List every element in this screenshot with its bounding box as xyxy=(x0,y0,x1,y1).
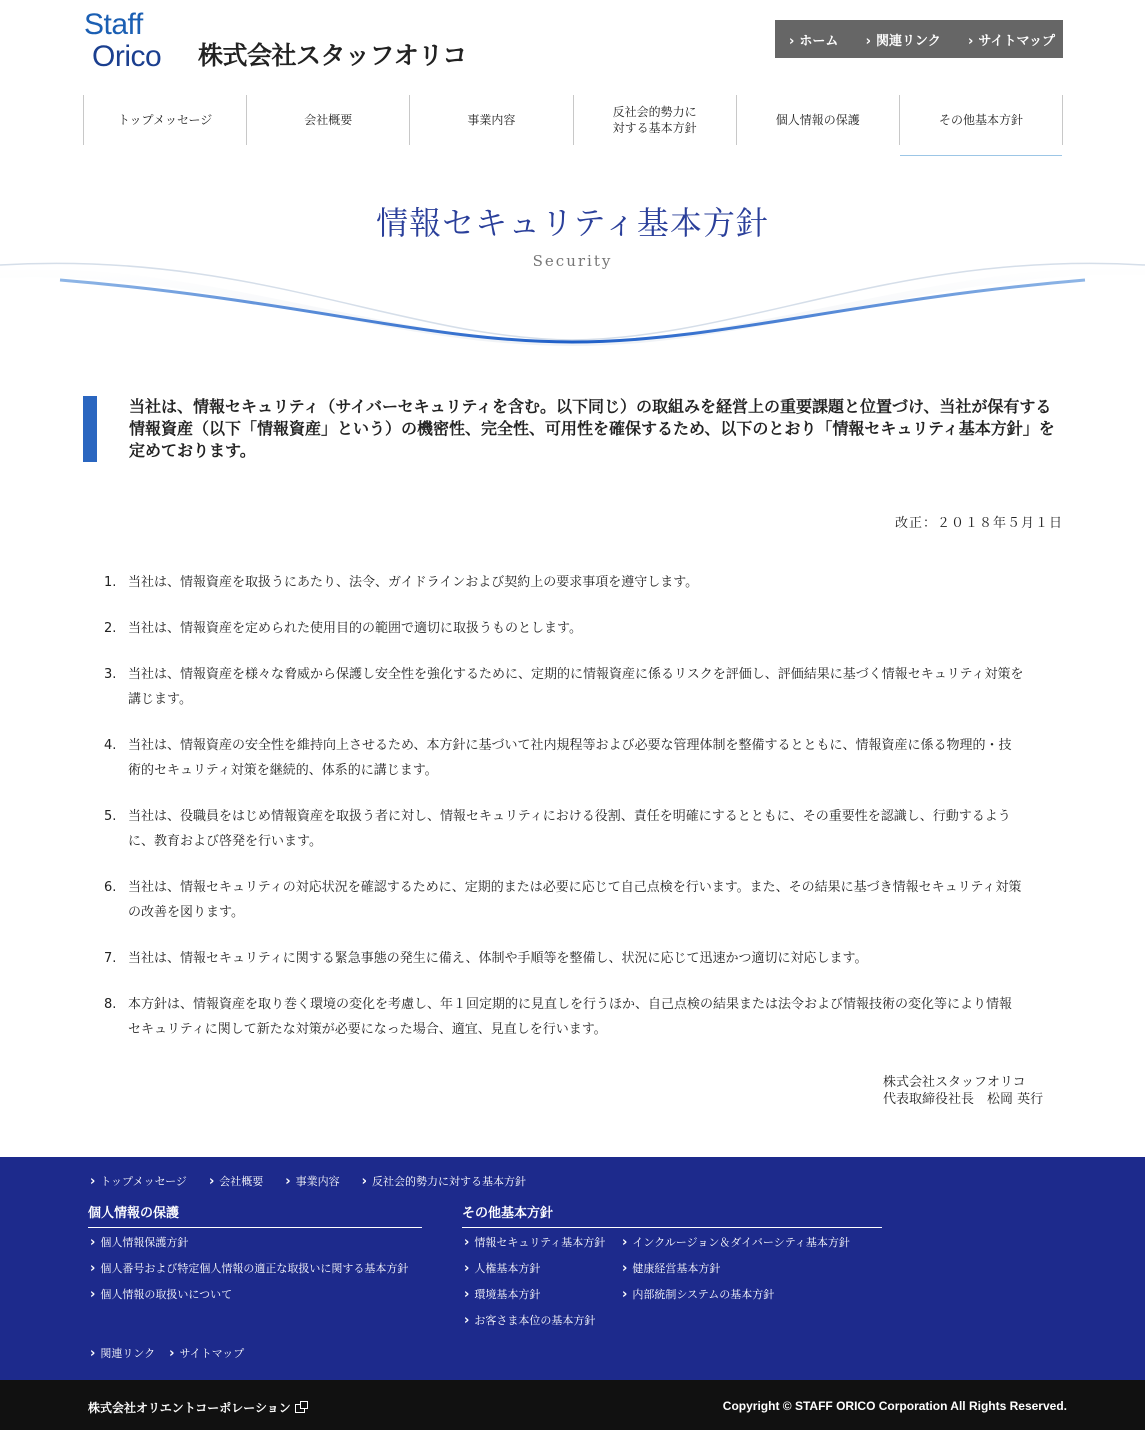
policy-list xyxy=(104,570,1024,1042)
footer-link-internal-control-policy[interactable]: › 内部統制システムの基本方針 xyxy=(622,1288,774,1301)
signature-person: 代表取締役社長 松岡 英行 xyxy=(883,1092,1044,1107)
footer-link-privacy-handling[interactable]: › 個人情報の取扱いについて xyxy=(90,1288,232,1301)
footer-link-my-number-policy[interactable]: › 個人番号および特定個人情報の適正な取扱いに関する基本方針 xyxy=(90,1262,408,1275)
footer-heading-other-policies: その他基本方針 xyxy=(462,1202,882,1228)
related-links-link[interactable]: › 関連リンク xyxy=(865,33,941,49)
bottom-bar xyxy=(0,1380,1145,1430)
revision-date: 改正：２０１８年５月１日 xyxy=(894,516,1063,531)
nav-other-policies[interactable]: その他基本方針 xyxy=(899,95,1063,145)
page-title: 情報セキュリティ基本方針 xyxy=(376,204,769,242)
footer-link-customer-first-policy[interactable]: › お客さま本位の基本方針 xyxy=(464,1314,595,1327)
nav-privacy[interactable]: 個人情報の保護 xyxy=(736,95,899,145)
policy-item: 1. 当社は、情報資産を取扱うにあたり、法令、ガイドラインおよび契約上の要求事項を遵守します。 xyxy=(104,575,699,590)
home-link[interactable]: › ホーム xyxy=(789,33,839,49)
signature xyxy=(883,1074,1043,1108)
signature-company: 株式会社スタッフオリコ xyxy=(883,1075,1026,1090)
chevron-right-icon: › xyxy=(789,33,795,49)
parent-company-link[interactable]: 株式会社オリエントコーポレーション xyxy=(88,1399,305,1416)
nav-antisocial-policy[interactable]: 反社会的勢力に 対する基本方針 xyxy=(573,95,736,145)
title-banner xyxy=(0,160,1145,350)
footer-other-links-col2 xyxy=(622,1230,850,1308)
footer xyxy=(0,1157,1145,1380)
footer-link-environment-policy[interactable]: › 環境基本方針 xyxy=(464,1288,540,1301)
footer-other-links-col1 xyxy=(464,1230,605,1334)
footer-link-privacy-policy[interactable]: › 個人情報保護方針 xyxy=(90,1236,188,1249)
footer-link-related[interactable]: › 関連リンク xyxy=(90,1345,155,1361)
company-name: 株式会社スタッフオリコ xyxy=(198,41,467,70)
footer-privacy-links xyxy=(90,1230,408,1308)
nav-company-profile[interactable]: 会社概要 xyxy=(246,95,409,145)
utility-nav xyxy=(775,20,1063,58)
staff-orico-logo[interactable] xyxy=(84,8,174,72)
logo-line-2: Orico xyxy=(92,40,162,73)
logo-line-1: Staff xyxy=(84,8,143,41)
policy-item: 6. 当社は、情報セキュリティの対応状況を確認するために、定期的または必要に応じて自己点検を行います。また、その結果に基づき情報セキュリティ対策の改善を図ります。 xyxy=(104,880,1022,920)
policy-item: 8. 本方針は、情報資産を取り巻く環境の変化を考慮し、年１回定期的に見直しを行うほか、自己点検の結果または法令および情報技術の変化等により情報セキュリティに関して新たな対策が必要になった場合、適宜、見直しを行います。 xyxy=(104,997,1013,1037)
footer-link-company-profile[interactable]: › 会社概要 xyxy=(209,1173,263,1189)
sitemap-link[interactable]: › サイトマップ xyxy=(968,33,1055,49)
header xyxy=(0,0,1145,95)
chevron-right-icon: › xyxy=(865,33,872,49)
main-nav xyxy=(83,95,1063,145)
footer-link-business[interactable]: › 事業内容 xyxy=(285,1173,339,1189)
chevron-right-icon: › xyxy=(968,33,974,49)
lead-text: 当社は、情報セキュリティ（サイバーセキュリティを含む。以下同じ）の取組みを経営上の重要課題と位置づけ、当社が保有する情報資産（以下「情報資産」という）の機密性、完全性、可用性を確保するため、以下のとおり「情報セキュリティ基本方針」を定めております。 xyxy=(129,397,1055,460)
footer-bottom-links xyxy=(90,1345,244,1361)
policy-item: 3. 当社は、情報資産を様々な脅威から保護し安全性を強化するために、定期的に情報資産に係るリスクを評価し、評価結果に基づく情報セキュリティ対策を講じます。 xyxy=(104,667,1024,707)
nav-top-message[interactable]: トップメッセージ xyxy=(83,95,246,145)
nav-business[interactable]: 事業内容 xyxy=(409,95,572,145)
footer-link-diversity-policy[interactable]: › インクルージョン＆ダイバーシティ基本方針 xyxy=(622,1236,850,1249)
footer-link-human-rights-policy[interactable]: › 人権基本方針 xyxy=(464,1262,540,1275)
footer-link-top-message[interactable]: › トップメッセージ xyxy=(90,1173,187,1189)
policy-item: 2. 当社は、情報資産を定められた使用目的の範囲で適切に取扱うものとします。 xyxy=(104,621,582,636)
policy-item: 5. 当社は、役職員をはじめ情報資産を取扱う者に対し、情報セキュリティにおける役割、責任を明確にするとともに、その重要性を認識し、行動するように、教育および啓発を行います。 xyxy=(104,809,1011,849)
footer-link-health-management-policy[interactable]: › 健康経営基本方針 xyxy=(622,1262,720,1275)
footer-heading-privacy: 個人情報の保護 xyxy=(88,1202,422,1228)
external-link-icon xyxy=(295,1404,305,1413)
policy-item: 7. 当社は、情報セキュリティに関する緊急事態の発生に備え、体制や手順等を整備し、状況に応じて迅速かつ適切に対応します。 xyxy=(104,951,868,966)
footer-top-links xyxy=(90,1173,526,1189)
accent-bar xyxy=(83,396,97,462)
footer-link-sitemap[interactable]: › サイトマップ xyxy=(169,1345,244,1361)
lead-statement xyxy=(83,396,1063,462)
footer-link-antisocial-policy[interactable]: › 反社会的勢力に対する基本方針 xyxy=(362,1173,526,1189)
footer-link-infosec-policy[interactable]: › 情報セキュリティ基本方針 xyxy=(464,1236,605,1249)
copyright: Copyright © STAFF ORICO Corporation All Rights Reserved. xyxy=(722,1399,1067,1413)
policy-item: 4. 当社は、情報資産の安全性を維持向上させるため、本方針に基づいて社内規程等および必要な管理体制を整備するとともに、情報資産に係る物理的・技術的セキュリティ対策を継続的、体系的に講じます。 xyxy=(104,738,1012,778)
page-subtitle: Security xyxy=(532,252,613,270)
